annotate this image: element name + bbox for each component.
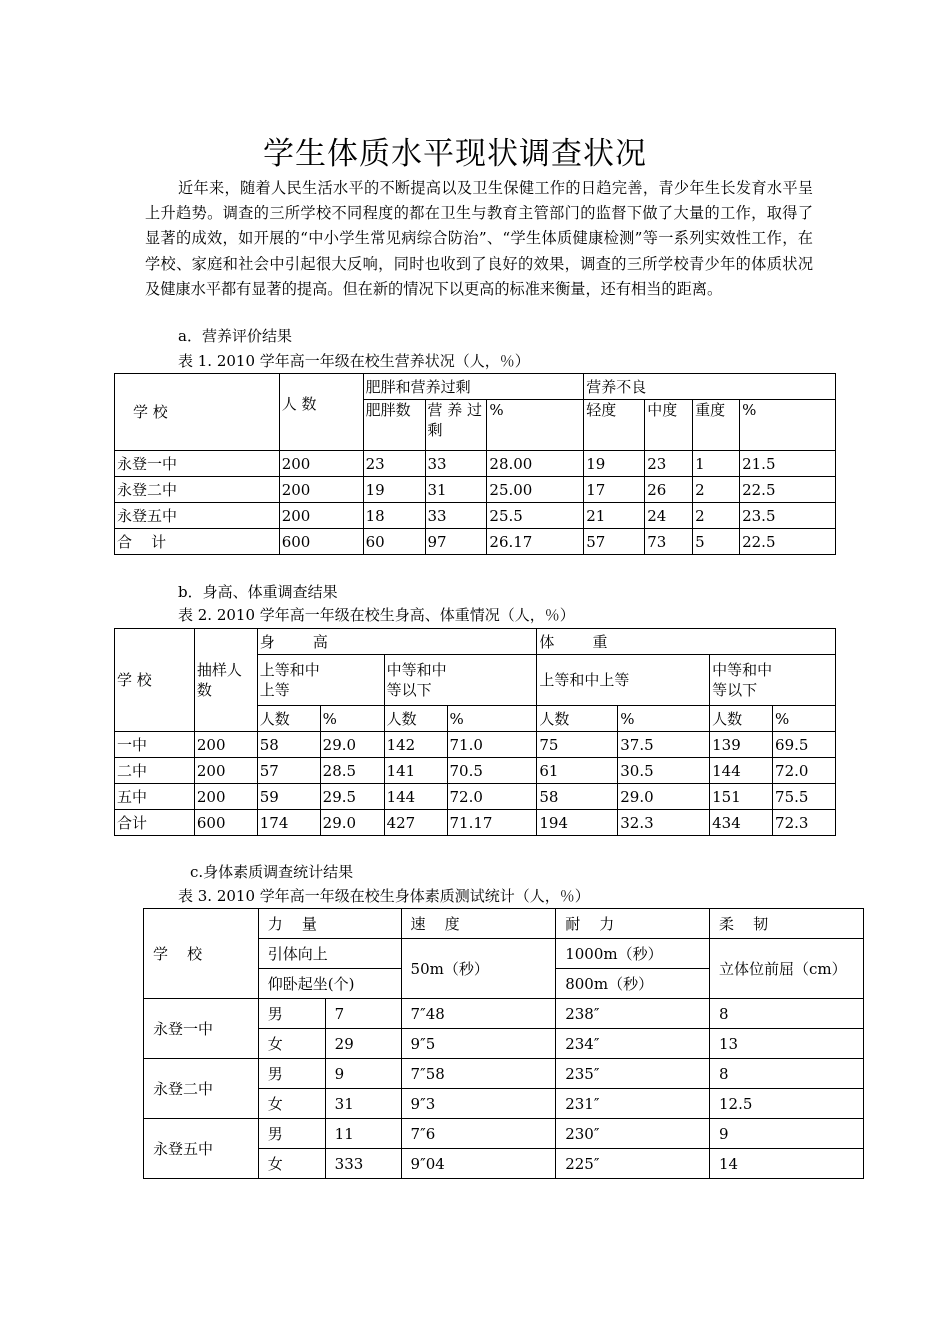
- section-a-heading: a．营养评价结果: [178, 327, 292, 345]
- t1-header-obese: 肥胖数: [363, 400, 425, 451]
- t2-cell: 72.0: [447, 784, 537, 810]
- t2-cell: 61: [537, 758, 618, 784]
- t1-cell-obese: 18: [363, 503, 425, 529]
- t2-cell-school: 五中: [115, 784, 195, 810]
- t2-cell: 434: [710, 810, 773, 836]
- t1-cell-over: 97: [425, 529, 487, 555]
- t2-header-n: 人数: [537, 706, 618, 732]
- table3-caption: 表 3. 2010 学年高一年级在校生身体素质测试统计（人，％）: [178, 887, 590, 905]
- t1-cell-mid: 26: [645, 477, 693, 503]
- t3-cell-school: 永登一中: [144, 999, 259, 1059]
- t3-cell: 9: [325, 1059, 401, 1089]
- t2-header-p: %: [447, 706, 537, 732]
- t3-cell: 9″5: [401, 1029, 556, 1059]
- t2-cell: 144: [710, 758, 773, 784]
- t2-cell: 29.0: [320, 732, 384, 758]
- t2-cell: 29.0: [618, 784, 710, 810]
- t2-cell: 58: [257, 732, 320, 758]
- table-row: [144, 999, 864, 1029]
- t2-cell-school: 一中: [115, 732, 195, 758]
- table-row: [144, 1119, 864, 1149]
- t2-cell-sample: 200: [194, 732, 257, 758]
- t3-cell: 9: [710, 1119, 864, 1149]
- t1-cell-mid: 24: [645, 503, 693, 529]
- t2-cell: 75: [537, 732, 618, 758]
- t2-cell: 71.0: [447, 732, 537, 758]
- t1-cell-heavy: 5: [693, 529, 740, 555]
- t1-cell-light: 19: [584, 451, 645, 477]
- t1-cell-over: 31: [425, 477, 487, 503]
- t2-cell: 141: [384, 758, 447, 784]
- t1-header-heavy: 重度: [693, 400, 740, 451]
- section-c-heading: c.身体素质调查统计结果: [190, 863, 354, 881]
- t3-cell-sex: 男: [258, 1119, 325, 1149]
- t2-header-n: 人数: [384, 706, 447, 732]
- t1-cell-light: 17: [584, 477, 645, 503]
- table-row: [144, 1059, 864, 1089]
- table-row: [115, 732, 836, 758]
- t3-cell: 333: [325, 1149, 401, 1179]
- t2-cell-sample: 200: [194, 784, 257, 810]
- t3-cell-school: 永登五中: [144, 1119, 259, 1179]
- t1-cell-obese: 60: [363, 529, 425, 555]
- t2-cell: 29.0: [320, 810, 384, 836]
- t2-header-weight-lower: 中等和中等以下: [710, 655, 836, 706]
- fitness-table: [143, 908, 864, 1179]
- t1-cell-heavy: 1: [693, 451, 740, 477]
- t3-cell-sex: 男: [258, 1059, 325, 1089]
- t3-header-strength: 力 量: [258, 909, 401, 939]
- t3-header-school: 学 校: [144, 909, 259, 999]
- t2-header-height-upper: 上等和中上等: [257, 655, 384, 706]
- t3-cell: 14: [710, 1149, 864, 1179]
- t2-cell: 174: [257, 810, 320, 836]
- table2-caption: 表 2. 2010 学年高一年级在校生身高、体重情况（人，％）: [178, 606, 575, 624]
- t3-cell: 231″: [556, 1089, 710, 1119]
- t1-cell-over: 33: [425, 503, 487, 529]
- t1-cell-count: 200: [279, 503, 363, 529]
- page-title: 学生体质水平现状调查状况: [263, 136, 647, 172]
- t3-cell: 9″3: [401, 1089, 556, 1119]
- t1-cell-light: 21: [584, 503, 645, 529]
- t1-cell-pct2: 23.5: [740, 503, 836, 529]
- table1-caption: 表 1. 2010 学年高一年级在校生营养状况（人，％）: [178, 352, 530, 370]
- t3-cell: 235″: [556, 1059, 710, 1089]
- t2-cell: 59: [257, 784, 320, 810]
- t1-cell-over: 33: [425, 451, 487, 477]
- t3-header-pullup: 引体向上: [258, 939, 401, 969]
- table-row: [115, 784, 836, 810]
- t3-cell: 13: [710, 1029, 864, 1059]
- t2-cell-school: 合计: [115, 810, 195, 836]
- t2-cell: 139: [710, 732, 773, 758]
- t3-header-reach: 立体位前屈（cm）: [710, 939, 864, 999]
- t3-cell: 7″48: [401, 999, 556, 1029]
- t3-cell: 8: [710, 1059, 864, 1089]
- t1-header-school: 学 校: [115, 374, 280, 451]
- t2-cell: 58: [537, 784, 618, 810]
- t1-cell-obese: 19: [363, 477, 425, 503]
- t3-cell: 8: [710, 999, 864, 1029]
- t1-cell-heavy: 2: [693, 503, 740, 529]
- t1-cell-count: 200: [279, 477, 363, 503]
- table-row: [115, 810, 836, 836]
- t1-cell-pct1: 25.5: [487, 503, 584, 529]
- t2-header-weight-upper: 上等和中上等: [537, 655, 710, 706]
- t3-header-1000m: 1000m（秒）: [556, 939, 710, 969]
- t3-cell-sex: 女: [258, 1029, 325, 1059]
- t3-cell: 230″: [556, 1119, 710, 1149]
- t3-cell: 9″04: [401, 1149, 556, 1179]
- t2-header-p: %: [618, 706, 710, 732]
- t2-header-height-lower: 中等和中等以下: [384, 655, 537, 706]
- t2-cell: 72.3: [773, 810, 836, 836]
- t2-cell-sample: 200: [194, 758, 257, 784]
- t2-cell: 72.0: [773, 758, 836, 784]
- t2-cell: 29.5: [320, 784, 384, 810]
- t1-cell-pct2: 22.5: [740, 477, 836, 503]
- t2-header-n: 人数: [710, 706, 773, 732]
- t1-cell-count: 600: [279, 529, 363, 555]
- t3-cell: 11: [325, 1119, 401, 1149]
- t1-cell-school: 永登五中: [115, 503, 280, 529]
- t2-cell: 70.5: [447, 758, 537, 784]
- t3-cell-sex: 女: [258, 1089, 325, 1119]
- t3-cell: 31: [325, 1089, 401, 1119]
- t2-cell: 427: [384, 810, 447, 836]
- t1-header-malnutrition-group: 营养不良: [584, 374, 836, 400]
- t3-header-800m: 800m（秒）: [556, 969, 710, 999]
- t3-cell: 7: [325, 999, 401, 1029]
- t1-cell-pct1: 28.00: [487, 451, 584, 477]
- t2-cell: 151: [710, 784, 773, 810]
- t2-header-weight: 体 重: [537, 629, 836, 655]
- t2-cell-sample: 600: [194, 810, 257, 836]
- t1-cell-mid: 73: [645, 529, 693, 555]
- t3-cell: 225″: [556, 1149, 710, 1179]
- t1-cell-pct1: 26.17: [487, 529, 584, 555]
- t3-cell-sex: 女: [258, 1149, 325, 1179]
- t1-header-overnutrition: 营 养 过剩: [425, 400, 487, 451]
- table-row: [115, 758, 836, 784]
- t1-header-count: 人 数: [279, 374, 363, 451]
- t3-header-speed: 速 度: [401, 909, 556, 939]
- t2-header-sample: 抽样人数: [194, 629, 257, 732]
- nutrition-table: [114, 373, 836, 555]
- t3-cell: 12.5: [710, 1089, 864, 1119]
- t1-header-pct2: %: [740, 400, 836, 451]
- t1-cell-heavy: 2: [693, 477, 740, 503]
- t3-cell-school: 永登二中: [144, 1059, 259, 1119]
- table-row: [115, 477, 836, 503]
- intro-paragraph: 近年来，随着人民生活水平的不断提高以及卫生保健工作的日趋完善，青少年生长发育水平呈上升趋势。调查的三所学校不同程度的都在卫生与教育主管部门的监督下做了大量的工作，取得了显著的成效，如开展的“中小学生常见病综合防治”、“学生体质健康检测”等一系列实效性工作，在学校、家庭和社会中引起很大反响，同时也收到了良好的效果，调查的三所学校青少年的体质状况及健康水平都有显著的提高。但在新的情况下以更高的标准来衡量，还有相当的距离。: [145, 179, 813, 298]
- t2-cell: 37.5: [618, 732, 710, 758]
- t2-cell: 71.17: [447, 810, 537, 836]
- t2-cell: 69.5: [773, 732, 836, 758]
- t1-header-obese-group: 肥胖和营养过剩: [363, 374, 584, 400]
- t1-cell-school: 永登二中: [115, 477, 280, 503]
- t2-cell: 32.3: [618, 810, 710, 836]
- t3-cell: 29: [325, 1029, 401, 1059]
- table-row: [115, 451, 836, 477]
- table-row: [115, 503, 836, 529]
- t2-cell: 142: [384, 732, 447, 758]
- t1-cell-pct2: 21.5: [740, 451, 836, 477]
- t1-cell-pct2: 22.5: [740, 529, 836, 555]
- t1-cell-school: 永登一中: [115, 451, 280, 477]
- t1-header-pct1: %: [487, 400, 584, 451]
- t2-cell: 57: [257, 758, 320, 784]
- t2-header-n: 人数: [257, 706, 320, 732]
- height-weight-table: [114, 628, 836, 836]
- t3-cell: 7″6: [401, 1119, 556, 1149]
- section-b-heading: b．身高、体重调查结果: [178, 583, 338, 601]
- t1-header-mid: 中度: [645, 400, 693, 451]
- t2-header-p: %: [320, 706, 384, 732]
- t1-cell-mid: 23: [645, 451, 693, 477]
- t1-cell-school: 合 计: [115, 529, 280, 555]
- t2-header-school: 学 校: [115, 629, 195, 732]
- table-row: [115, 529, 836, 555]
- t2-header-p: %: [773, 706, 836, 732]
- t3-cell-sex: 男: [258, 999, 325, 1029]
- t2-header-height: 身 高: [257, 629, 537, 655]
- t3-cell: 7″58: [401, 1059, 556, 1089]
- t3-header-endurance: 耐 力: [556, 909, 710, 939]
- t1-cell-pct1: 25.00: [487, 477, 584, 503]
- t2-cell-school: 二中: [115, 758, 195, 784]
- t1-cell-light: 57: [584, 529, 645, 555]
- t3-cell: 238″: [556, 999, 710, 1029]
- t1-cell-count: 200: [279, 451, 363, 477]
- t2-cell: 144: [384, 784, 447, 810]
- t3-header-situp: 仰卧起坐(个): [258, 969, 401, 999]
- t3-header-flex: 柔 韧: [710, 909, 864, 939]
- t2-cell: 194: [537, 810, 618, 836]
- t1-header-light: 轻度: [584, 400, 645, 451]
- t3-cell: 234″: [556, 1029, 710, 1059]
- t2-cell: 75.5: [773, 784, 836, 810]
- t1-cell-obese: 23: [363, 451, 425, 477]
- t2-cell: 28.5: [320, 758, 384, 784]
- t2-cell: 30.5: [618, 758, 710, 784]
- t3-header-50m: 50m（秒）: [401, 939, 556, 999]
